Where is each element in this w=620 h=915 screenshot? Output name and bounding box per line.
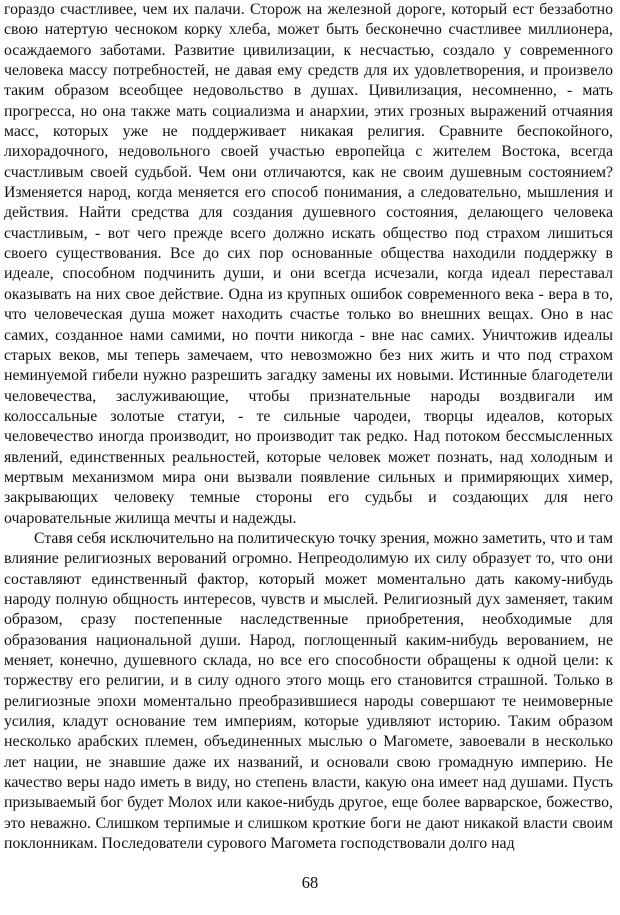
paragraph-1: гораздо счастливее, чем их палачи. Сторож на железной дороге, который ест беззаботно свою натертую чесноком корку хлеба, может быть бесконечно счастливее миллионера, осаждаемого заботами. Развитие цивилизации, к несчастью, создало у современного человека массу потребностей, не давая ему средств для их удовлетворения, и произвело таким образом всеобщее недовольство в душах. Цивилизация, несомненно, - мать прогресса, но она также мать социализма и анархии, этих грозных выражений отчаяния масс, которых уже не поддерживает никакая религия. Сравните беспокойного, лихорадочного, недовольного своей участью европейца с жителем Востока, всегда счастливым своей судьбой. Чем они отличаются, как не своим душевным состоянием? Изменяется народ, когда меняется его способ понимания, а следовательно, мышления и действия. Найти средства для создания душевного состояния, делающего человека счастливым, - вот чего прежде всего должно искать общество под страхом лишиться своего существования. Все до сих пор основанные общества находили поддержку в идеале, способном подчинить души, и они всегда исчезали, когда идеал переставал оказывать на них свое действие. Одна из крупных ошибок современного века - вера в то, что человеческая душа может находить счастье только во внешних вещах. Оно в нас самих, созданное нами самими, но почти никогда - вне нас самих. Уничтожив идеалы старых веков, мы теперь замечаем, что невозможно без них жить и что под страхом неминуемой гибели нужно разрешить загадку замены их новыми. Истинные благодетели человечества, заслуживающие, чтобы признательные народы воздвигали им колоссальные золотые статуи, - те сильные чародеи, творцы идеалов, которых человечество иногда производит, но производит так редко. Над потоком бессмысленных явлений, единственных реальностей, которые человек может познать, над холодным и мертвым механизмом мира они вызвали появление сильных и примиряющих химер, закрывающих человеку темные стороны его судьбы и создающих для него очаровательные жилища мечты и надежды. <box>4 1 613 527</box>
body-text <box>4 0 613 854</box>
page-number: 68 <box>301 873 319 892</box>
paragraph-2: Ставя себя исключительно на политическую точку зрения, можно заметить, что и там влияние религиозных верований огромно. Непреодолимую их силу образует то, что они составляют единственный фактор, который может моментально дать какому-нибудь народу полную общность интересов, чувств и мыслей. Религиозный дух заменяет, таким образом, сразу постепенные наследственные приобретения, необходимые для образования национальной души. Народ, поглощенный каким-нибудь верованием, не меняет, конечно, душевного склада, но все его способности обращены к одной цели: к торжеству его религии, и в силу одного этого мощь его становится страшной. Только в религиозные эпохи моментально преобразившиеся народы совершают те неимоверные усилия, кладут основание тем империям, которые удивляют историю. Таким образом несколько арабских племен, объединенных мыслью о Магомете, завоевали в несколько лет нации, не знавшие даже их названий, и основали свою громадную империю. Не качество веры надо иметь в виду, но степень власти, какую она имеет над душами. Пусть призываемый бог будет Молох или какое-нибудь другое, еще более варварское, божество, это неважно. Слишком терпимые и слишком кроткие боги не дают никакой власти своим поклонникам. Последователи сурового Магомета господствовали долго над <box>4 529 613 853</box>
